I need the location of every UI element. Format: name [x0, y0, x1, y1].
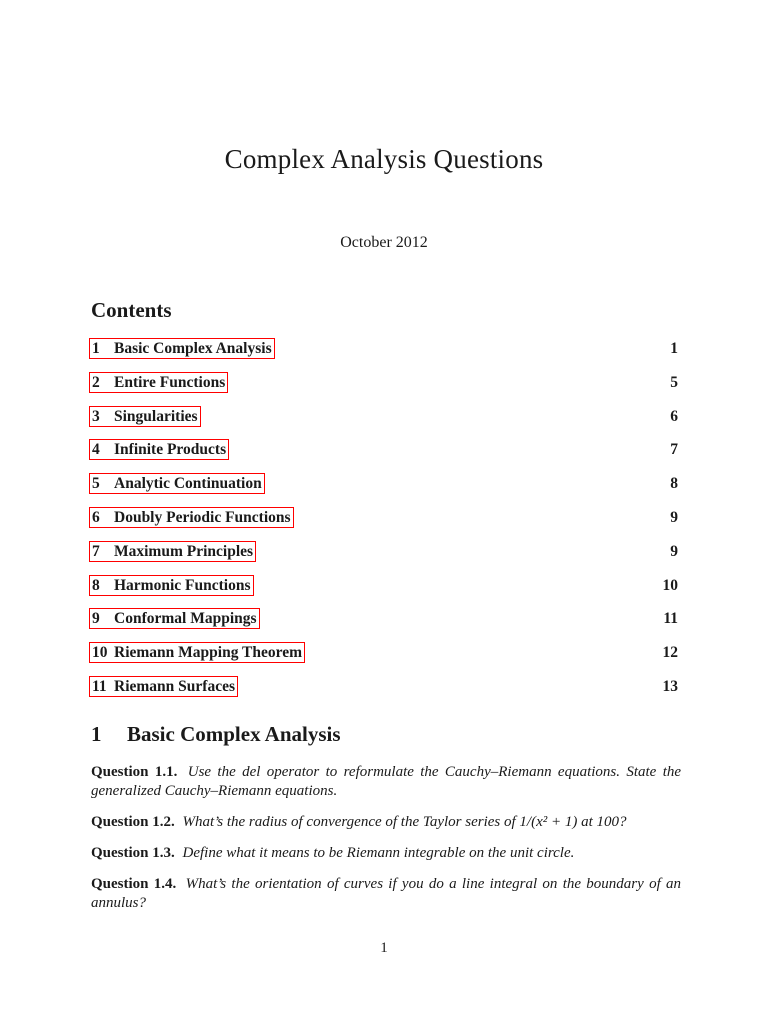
question: [91, 844, 681, 863]
toc-link-analytic-continuation[interactable]: 5 Analytic Continuation: [89, 473, 265, 494]
question-label: Question 1.2.: [91, 814, 175, 830]
toc-page-number: 12: [662, 644, 678, 662]
section-heading: [91, 722, 341, 747]
contents-heading: Contents: [91, 298, 172, 322]
toc-entry: [89, 336, 681, 370]
toc-entry: [89, 606, 681, 640]
toc-entry: [89, 370, 681, 404]
toc-link-entire-functions[interactable]: 2 Entire Functions: [89, 372, 228, 393]
question: [91, 813, 681, 832]
toc-page-number: 10: [662, 576, 678, 594]
toc-entry: [89, 573, 681, 607]
question-text: Define what it means to be Riemann integrable on the unit circle.: [182, 845, 575, 861]
toc-link-maximum-principles[interactable]: 7 Maximum Principles: [89, 541, 256, 562]
question: [91, 763, 681, 801]
toc-link-riemann-surfaces[interactable]: 11 Riemann Surfaces: [89, 676, 238, 697]
toc-entry: [89, 640, 681, 674]
toc-page-number: 9: [670, 542, 678, 560]
toc-entry: [89, 505, 681, 539]
question-label: Question 1.4.: [91, 876, 177, 892]
toc-link-basic-complex-analysis[interactable]: 1 Basic Complex Analysis: [89, 338, 275, 359]
toc-link-singularities[interactable]: 3 Singularities: [89, 406, 201, 427]
question-label: Question 1.1.: [91, 764, 178, 780]
toc-entry: [89, 437, 681, 471]
section-number: 1: [91, 722, 102, 746]
toc-page-number: 9: [670, 508, 678, 526]
toc-entry: [89, 471, 681, 505]
page-number: 1: [380, 940, 388, 956]
toc-link-doubly-periodic-functions[interactable]: 6 Doubly Periodic Functions: [89, 507, 294, 528]
toc-page-number: 1: [670, 340, 678, 357]
toc-link-riemann-mapping-theorem[interactable]: 10 Riemann Mapping Theorem: [89, 642, 305, 663]
document-title: Complex Analysis Questions: [224, 144, 544, 174]
toc-entry: [89, 674, 681, 708]
question: [91, 875, 681, 913]
question-text: What’s the radius of convergence of the Taylor series of 1/(x² + 1) at 100?: [182, 814, 627, 830]
toc-page-number: 13: [662, 677, 678, 695]
question-label: Question 1.3.: [91, 845, 175, 861]
question-text: Use the del operator to reformulate the Cauchy–Riemann equations. State the generalized Cauchy–Riemann equations.: [91, 764, 682, 799]
question-text: What’s the orientation of curves if you do a line integral on the boundary of an annulus?: [91, 876, 682, 911]
toc-page-number: 8: [670, 475, 678, 493]
section-title: Basic Complex Analysis: [127, 722, 341, 746]
toc-page-number: 6: [670, 407, 678, 425]
question-list: [91, 763, 681, 925]
toc-link-conformal-mappings[interactable]: 9 Conformal Mappings: [89, 608, 260, 629]
toc-page-number: 11: [663, 610, 678, 628]
toc-page-number: 7: [670, 441, 678, 459]
toc-page-number: 5: [670, 373, 678, 391]
document-date: October 2012: [340, 234, 428, 251]
toc-entry: [89, 539, 681, 573]
toc-link-harmonic-functions[interactable]: 8 Harmonic Functions: [89, 575, 254, 596]
table-of-contents: [89, 336, 681, 708]
toc-entry: [89, 404, 681, 438]
toc-link-infinite-products[interactable]: 4 Infinite Products: [89, 439, 229, 460]
